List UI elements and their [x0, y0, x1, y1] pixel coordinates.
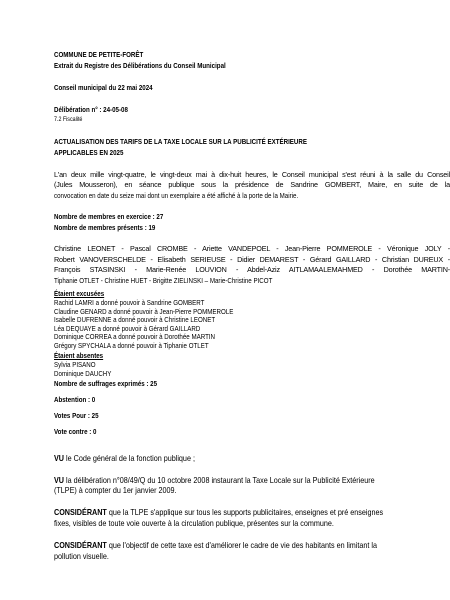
excused-item: Rachid LAMRI a donné pouvoir à Sandrine GOMBERT [54, 298, 205, 307]
considerant-2-line-1: CONSIDÉRANT que l'objectif de cette taxe est d'améliorer le cadre de vie des habitants en limitant la [54, 540, 378, 550]
intro-line-3: convocation en date du seize mai dont un exemplaire a été affiché à la porte de la Mairie. [54, 191, 299, 200]
members-present: Nombre de membres présents : 19 [54, 223, 156, 232]
intro-line-1: L'an deux mille vingt-quatre, le vingt-deux mai à dix-huit heures, le Conseil municipal s'est réuni à la salle du Conseil [54, 170, 450, 179]
excused-item: Grégory SPYCHALA a donné pouvoir à Tiphanie OTLET [54, 341, 209, 350]
votes-expressed: Nombre de suffrages exprimés : 25 [54, 379, 158, 388]
members-in-office: Nombre de membres en exercice : 27 [54, 212, 164, 221]
absent-heading: Étaient absentes [54, 351, 104, 360]
considerant-1-line-1: CONSIDÉRANT que la TLPE s'applique sur tous les supports publicitaires, enseignes et pré enseignes [54, 507, 384, 517]
attendees-line-1: Christine LEONET - Pascal CROMBE - Ariette VANDEPOEL - Jean-Pierre POMMEROLE - Véronique JOLY - [54, 244, 450, 253]
attendees-line-2: Robert VANOVERSCHELDE - Elisabeth SERIEUSE - Didier DEMAREST - Gérard GAILLARD - Christian DUREUX - [54, 255, 450, 264]
registry-extract: Extrait du Registre des Délibérations du Conseil Municipal [54, 61, 226, 70]
considerant-1-line-2: fixes, visibles de toute voie ouverte à la circulation publique, présentes sur la commune. [54, 518, 334, 528]
votes-against: Vote contre : 0 [54, 427, 97, 436]
votes-for: Votes Pour : 25 [54, 411, 99, 420]
excused-item: Claudine GENARD a donné pouvoir à Jean-Pierre POMMEROLE [54, 306, 234, 316]
attendees-line-4: Tiphanie OTLET - Christine HUET - Brigitte ZIELINSKI – Marie-Christine PICOT [54, 276, 273, 285]
title-line-1: ACTUALISATION DES TARIFS DE LA TAXE LOCALE SUR LA PUBLICITÉ EXTÉRIEURE [54, 137, 307, 146]
considerant-2-line-2: pollution visuelle. [54, 551, 109, 561]
attendees-line-3: François STASINSKI - Marie-Renée LOUVION - Abdel-Aziz AITLAMAALEMAHMED - Dorothée MARTIN- [54, 265, 450, 274]
excused-item: Dominique CORREA a donné pouvoir à Dorothée MARTIN [54, 332, 216, 342]
vu-code-paragraph: VU le Code général de la fonction publique ; [54, 453, 195, 463]
council-date: Conseil municipal du 22 mai 2024 [54, 83, 153, 92]
commune-name: COMMUNE DE PETITE-FORÊT [54, 50, 144, 59]
deliberation-number: Délibération n° : 24-05-08 [54, 105, 128, 114]
title-line-2: APPLICABLES EN 2025 [54, 148, 124, 157]
category: 7.2 Fiscalité [54, 116, 83, 123]
excused-heading: Étaient excusées [54, 289, 105, 298]
intro-line-2: (Jules Mousseron), en séance publique sous la présidence de Sandrine GOMBERT, Maire, en suite de la [54, 180, 450, 189]
votes-abstention: Abstention : 0 [54, 395, 96, 404]
excused-item: Léa DEQUAYE a donné pouvoir à Gérard GAILLARD [54, 323, 201, 333]
excused-item: Isabelle DUFRENNE a donné pouvoir à Christine LEONET [54, 315, 216, 325]
absent-item: Sylvia PISANO [54, 360, 96, 369]
vu-deliberation-line-1: VU la délibération n°08/49/Q du 10 octobre 2008 instaurant la Taxe Locale sur la Publicité Extérieure [54, 475, 375, 485]
absent-item: Dominique DAUCHY [54, 368, 112, 378]
vu-deliberation-line-2: (TLPE) à compter du 1er janvier 2009. [54, 485, 177, 495]
